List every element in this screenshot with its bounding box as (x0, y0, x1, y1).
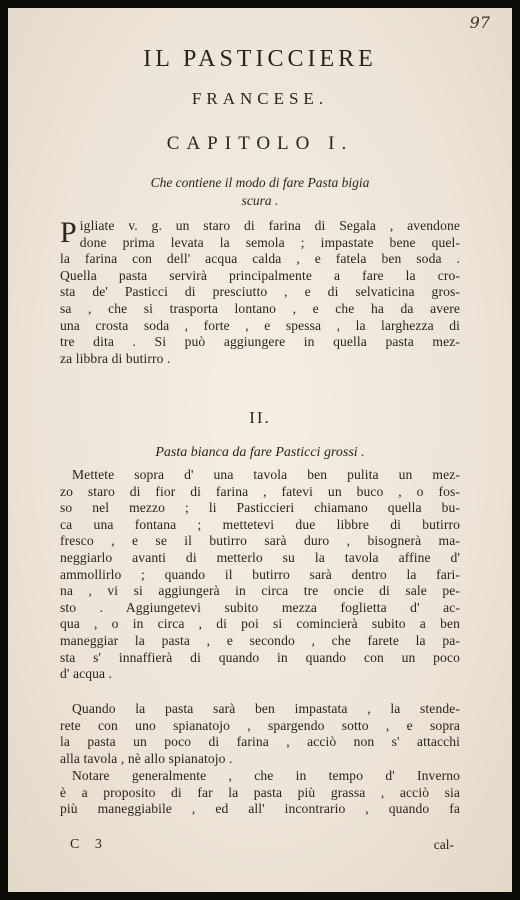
text-line: ca una fontana ; mettetevi due libbre di butirro (60, 516, 460, 532)
text-line: qua , o in circa , di poi si comincierà subito a ben (60, 616, 460, 632)
text-line: neggiarlo avanti di metterlo su la tavola affine d' (60, 549, 460, 565)
text-line: Quella pasta servirà principalmente a fare la cro- (60, 267, 460, 283)
text-line: Notare generalmente , che in tempo d' Inverno (72, 768, 460, 783)
text-line: so nel mezzo ; li Pasticcieri chiamano quella bu- (60, 500, 460, 516)
text-line: Mettete sopra d' una tavola ben pulita un mez- (72, 467, 460, 482)
book-page (8, 8, 512, 892)
text-line: ammollirlo ; quando il butirro sarà dentro la fari- (60, 566, 460, 582)
text-line: una crosta soda , forte , e spessa , la larghezza di (60, 317, 460, 333)
text-line: la pasta un poco di farina , acciò non s' attacchi (60, 734, 460, 750)
text-line: sta s' innaffierà di quando in quando con un poco (60, 649, 460, 665)
chapter-description-line: scura . (241, 193, 279, 208)
text-line: la farina con dell' acqua calda , e fatela ben soda . (60, 251, 460, 267)
text-line: sta de' Pasticci di presciutto , e di selvaticina gros- (60, 284, 460, 300)
text-line: tre dita . Si può aggiungere in quella pasta mez- (60, 334, 460, 350)
text-line: alla tavola , nè allo spianatojo . (60, 750, 233, 766)
section-heading: II. (249, 408, 271, 427)
text-line: rete con uno spianatojo , spargendo sotto , e sopra (60, 717, 460, 733)
paragraph-1 (60, 218, 460, 367)
text-line: fresco , e se il butirro sarà duro , bisognerà ma- (60, 533, 460, 549)
paragraph-3 (60, 701, 460, 767)
paragraph-4 (60, 768, 460, 818)
text-line: Quando la pasta sarà ben impastata , la stende- (72, 701, 460, 716)
text-line: maneggiar la pasta , e secondo , che farete la pa- (60, 632, 460, 648)
text-line: più maneggiabile , ed all' incontrario , quando fa (60, 801, 460, 817)
drop-cap: P (60, 216, 77, 249)
page-title: IL PASTICCIERE (143, 46, 377, 72)
section-title: Pasta bianca da fare Pasticci grossi . (155, 445, 365, 460)
page-number: 97 (469, 13, 490, 32)
text-line: sa , che si trasporta lontano , e che ha da avere (60, 300, 460, 316)
text-line: na , vi si aggiungerà in circa tre oncie di sale pe- (60, 583, 460, 599)
text-line: done prima levata la semola ; impastate bene quel- (79, 234, 460, 250)
chapter-heading: CAPITOLO I. (166, 133, 354, 154)
chapter-description-line: Che contiene il modo di fare Pasta bigia (150, 175, 370, 190)
text-line: è a proposito di far la pasta più grassa , acciò sia (60, 784, 460, 800)
signature-mark: C 3 (70, 837, 108, 852)
text-line: za libbra di butirro . (60, 350, 171, 366)
text-line: zo staro di fior di farina , fatevi un buco , o fos- (60, 483, 460, 499)
text-line: sto . Aggiungetevi subito mezza foglietta d' ac- (60, 599, 460, 615)
chapter-description (48, 174, 472, 210)
text-line: d' acqua . (60, 666, 113, 682)
paragraph-2 (60, 467, 460, 683)
page-subtitle: FRANCESE. (191, 89, 329, 108)
text-line: igliate v. g. un staro di farina di Segala , avendone (79, 218, 460, 233)
catchword: cal- (433, 837, 454, 852)
